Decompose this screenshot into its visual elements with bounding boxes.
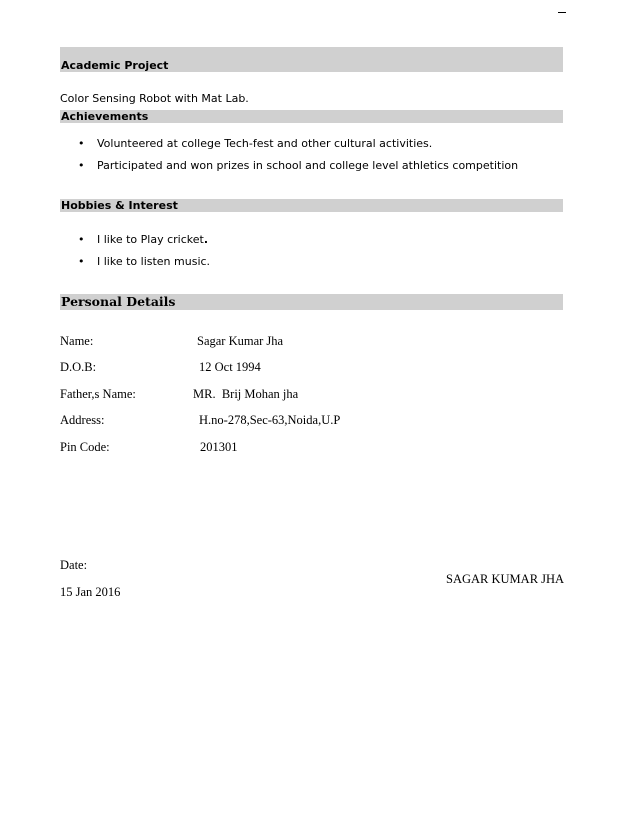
- hobbies-heading: Hobbies & Interest: [61, 199, 178, 212]
- bullet-icon: •: [78, 255, 85, 268]
- bullet-icon: •: [78, 159, 85, 172]
- hobby-item-text: I like to listen music.: [97, 255, 211, 268]
- hobby-item: [97, 233, 208, 246]
- detail-value-father-name: MR. Brij Mohan jha: [193, 387, 299, 401]
- personal-details-heading: Personal Details: [61, 294, 176, 309]
- date-value: 15 Jan 2016: [60, 585, 121, 599]
- hobby-item-trail: .: [203, 233, 208, 246]
- detail-value-name: Sagar Kumar Jha: [197, 334, 284, 348]
- date-label: Date:: [60, 558, 88, 572]
- bullet-icon: •: [78, 233, 85, 246]
- academic-project-heading: Academic Project: [61, 59, 169, 72]
- detail-label-dob: D.O.B:: [60, 360, 97, 374]
- detail-value-pin-code: 201301: [200, 440, 238, 454]
- page-marker-dash: [558, 12, 566, 13]
- detail-value-address: H.no-278,Sec-63,Noida,U.P: [199, 413, 341, 427]
- hobby-item-text: I like to Play cricket: [97, 233, 204, 246]
- detail-label-address: Address:: [60, 413, 105, 427]
- detail-label-name: Name:: [60, 334, 94, 348]
- detail-label-pin-code: Pin Code:: [60, 440, 110, 454]
- signature-name: SAGAR KUMAR JHA: [446, 572, 565, 586]
- achievement-item: Volunteered at college Tech-fest and other cultural activities.: [97, 137, 433, 150]
- detail-value-dob: 12 Oct 1994: [199, 360, 261, 374]
- hobby-item: [97, 255, 210, 268]
- achievements-heading: Achievements: [61, 110, 149, 123]
- bullet-icon: •: [78, 137, 85, 150]
- academic-project-text: Color Sensing Robot with Mat Lab.: [60, 92, 249, 105]
- detail-label-father-name: Father,s Name:: [60, 387, 136, 401]
- achievement-item: Participated and won prizes in school and college level athletics competition: [97, 159, 519, 172]
